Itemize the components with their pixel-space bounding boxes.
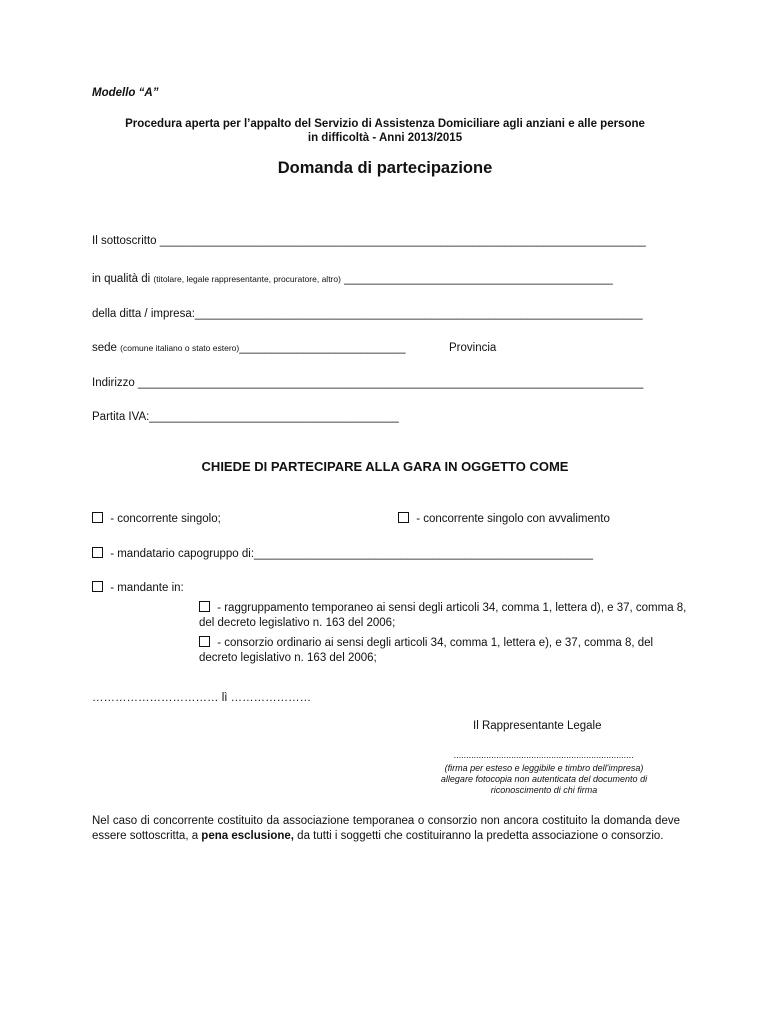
closing-note [92,814,680,844]
signature-note-3: riconoscimento di chi firma [490,785,598,795]
closing-note-bold: pena esclusione, [201,830,294,842]
option-consorzio-label: - consorzio ordinario ai sensi degli articoli 34, comma 1, lettera e), e 37, comma 8, del decreto legislativo n. 163 del 2006; [199,637,654,664]
sede-line: __________________________ [239,342,406,354]
sottoscritto-field[interactable]: Il sottoscritto ____________________________________________________________________________ [92,235,646,247]
option-singolo-label: - concorrente singolo; [107,513,221,525]
procedura-line-2: in difficoltà - Anni 2013/2015 [307,132,463,144]
signature-note-1: (firma per esteso e leggibile e timbro dell'impresa) [444,763,644,773]
procedura-line-1: Procedura aperta per l’appalto del Servizio di Assistenza Domiciliare agli anziani e alle persone [125,118,645,130]
option-avvalimento-label: - concorrente singolo con avvalimento [413,513,610,525]
option-avvalimento[interactable] [398,512,610,525]
ditta-field[interactable]: della ditta / impresa:______________________________________________________________________ [92,308,643,320]
option-mandatario[interactable] [92,547,593,560]
option-raggruppamento-label: - raggruppamento temporaneo ai sensi degli articoli 34, comma 1, lettera d), e 37, comma 8, del decreto legislativo n. 163 del 2006; [199,602,687,629]
checkbox[interactable] [199,601,210,612]
option-singolo[interactable] [92,512,221,525]
checkbox[interactable] [92,512,103,523]
provincia-label: Provincia [449,342,497,354]
checkbox[interactable] [199,636,210,647]
option-mandatario-label: - mandatario capogruppo di:_____________________________________________________ [107,548,594,560]
sede-label: sede [92,342,121,354]
qualita-label: in qualità di [92,273,154,285]
partita-iva-field[interactable]: Partita IVA:_______________________________________ [92,411,399,423]
signature-dots[interactable]: ........................................................................ [453,750,635,760]
modello-label: Modello “A” [92,87,159,99]
qualita-hint: (titolare, legale rappresentante, procuratore, altro) [153,274,341,284]
option-mandante-label: - mandante in: [107,582,184,594]
option-raggruppamento[interactable] [199,601,689,631]
checkbox[interactable] [92,581,103,592]
chiede-heading: CHIEDE DI PARTECIPARE ALLA GARA IN OGGETTO COME [201,459,569,474]
checkbox[interactable] [398,512,409,523]
sede-field[interactable] [92,342,406,354]
closing-note-part2: da tutti i soggetti che costituiranno la predetta associazione o consorzio. [293,830,664,842]
option-consorzio[interactable] [199,636,689,666]
qualita-line: __________________________________________ [340,273,613,285]
signature-title: Il Rappresentante Legale [473,720,602,732]
document-title: Domanda di partecipazione [277,159,493,177]
checkbox[interactable] [92,547,103,558]
qualita-field[interactable] [92,273,613,285]
sede-hint: (comune italiano o stato estero) [120,343,240,353]
signature-note-2: allegare fotocopia non autenticata del documento di [440,774,648,784]
place-date-field[interactable]: …………………………… lì ………………… [92,692,312,704]
option-mandante[interactable] [92,581,184,594]
indirizzo-field[interactable]: Indirizzo _______________________________________________________________________________ [92,377,644,389]
closing-note-part1: Nel caso di concorrente costituito da associazione temporanea o consorzio non ancora costituito la domanda deve essere sottoscritta, a [92,815,680,842]
